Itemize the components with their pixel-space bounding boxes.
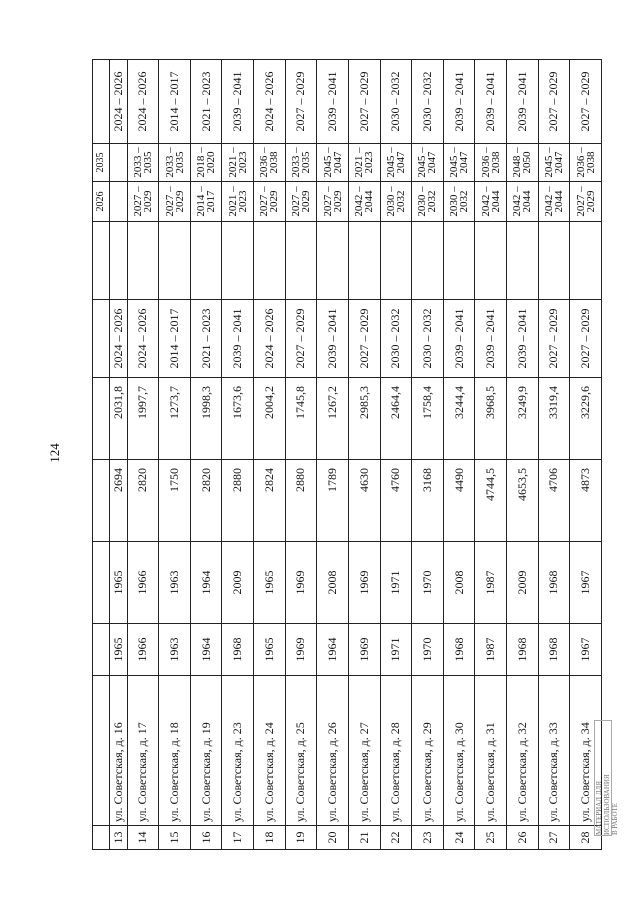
row-address: ул. Советская, д. 29 bbox=[412, 676, 444, 826]
range-start: 2045 – bbox=[542, 147, 555, 178]
row-year-repair: 2008 bbox=[317, 542, 349, 624]
range-start: 2033 – bbox=[163, 147, 176, 178]
table-row bbox=[285, 60, 317, 850]
row-value: 1998,3 bbox=[190, 378, 222, 460]
range-end: 2032 bbox=[394, 190, 407, 213]
row-period-2026 bbox=[443, 182, 475, 222]
row-value: 1745,8 bbox=[285, 378, 317, 460]
row-number: 25 bbox=[475, 826, 507, 850]
row-address: ул. Советская, д. 17 bbox=[127, 676, 159, 826]
row-value: 1758,4 bbox=[412, 378, 444, 460]
housing-table bbox=[92, 59, 602, 850]
row-period-2035 bbox=[254, 144, 286, 182]
row-period: 2014 – 2017 bbox=[159, 300, 191, 378]
row-number: 26 bbox=[506, 826, 538, 850]
range-start: 2027 – bbox=[163, 186, 176, 217]
row-final-period: 2030 – 2032 bbox=[380, 60, 412, 144]
range-end: 2029 bbox=[173, 190, 186, 213]
range-start: 2027 – bbox=[258, 186, 271, 217]
range-start: 2045 – bbox=[448, 147, 461, 178]
row-year-built: 1964 bbox=[190, 624, 222, 676]
row-address: ул. Советская, д. 24 bbox=[254, 676, 286, 826]
table-row bbox=[190, 60, 222, 850]
table-row bbox=[412, 60, 444, 850]
header-cell bbox=[93, 460, 110, 542]
row-year-repair: 1970 bbox=[412, 542, 444, 624]
range-end: 2044 bbox=[363, 190, 376, 213]
row-empty bbox=[348, 222, 380, 300]
row-value: 3319,4 bbox=[538, 378, 570, 460]
range-end: 2038 bbox=[489, 151, 502, 174]
row-area: 1750 bbox=[159, 460, 191, 542]
row-year-repair: 1965 bbox=[254, 542, 286, 624]
row-number: 20 bbox=[317, 826, 349, 850]
range-start: 2021 – bbox=[226, 186, 239, 217]
row-year-repair: 1963 bbox=[159, 542, 191, 624]
row-year-built: 1968 bbox=[538, 624, 570, 676]
row-period-2026 bbox=[570, 182, 602, 222]
range-end: 2038 bbox=[584, 151, 597, 174]
row-empty bbox=[222, 222, 254, 300]
row-empty bbox=[506, 222, 538, 300]
table-row bbox=[254, 60, 286, 850]
row-area: 2694 bbox=[109, 460, 127, 542]
row-address: ул. Советская, д. 31 bbox=[475, 676, 507, 826]
row-period-2035 bbox=[285, 144, 317, 182]
stamp-line: МАТЕРИАЛ ДЛЯ ИСПОЛЬЗОВАНИЯ bbox=[595, 774, 611, 835]
row-year-built: 1965 bbox=[254, 624, 286, 676]
row-year-built: 1966 bbox=[127, 624, 159, 676]
row-year-repair: 1965 bbox=[109, 542, 127, 624]
range-end: 2044 bbox=[521, 190, 534, 213]
row-year-built: 1971 bbox=[380, 624, 412, 676]
range-start: 2027 – bbox=[574, 186, 587, 217]
row-number: 21 bbox=[348, 826, 380, 850]
row-value: 1997,7 bbox=[127, 378, 159, 460]
range-end: 2047 bbox=[331, 151, 344, 174]
row-period-2035 bbox=[317, 144, 349, 182]
range-end: 2047 bbox=[458, 151, 471, 174]
table-row bbox=[109, 60, 127, 850]
row-period-2026 bbox=[127, 182, 159, 222]
row-value: 3244,4 bbox=[443, 378, 475, 460]
row-year-repair: 1987 bbox=[475, 542, 507, 624]
header-cell bbox=[93, 624, 110, 676]
header-cell bbox=[93, 542, 110, 624]
row-period: 2027 – 2029 bbox=[285, 300, 317, 378]
row-period-2026 bbox=[538, 182, 570, 222]
row-value: 3249,9 bbox=[506, 378, 538, 460]
row-number: 17 bbox=[222, 826, 254, 850]
range-start: 2030 – bbox=[448, 186, 461, 217]
row-period-2035 bbox=[348, 144, 380, 182]
row-period-2035 bbox=[222, 144, 254, 182]
row-number: 16 bbox=[190, 826, 222, 850]
row-year-repair: 2008 bbox=[443, 542, 475, 624]
header-cell bbox=[93, 378, 110, 460]
header-cell bbox=[93, 676, 110, 826]
range-end: 2050 bbox=[521, 151, 534, 174]
range-start: 2018 – bbox=[195, 147, 208, 178]
row-number: 22 bbox=[380, 826, 412, 850]
table-row bbox=[222, 60, 254, 850]
row-address: ул. Советская, д. 26 bbox=[317, 676, 349, 826]
row-value: 2985,3 bbox=[348, 378, 380, 460]
row-year-repair: 1964 bbox=[190, 542, 222, 624]
row-final-period: 2030 – 2032 bbox=[412, 60, 444, 144]
row-period-2035 bbox=[570, 144, 602, 182]
row-area: 1789 bbox=[317, 460, 349, 542]
range-end: 2023 bbox=[236, 190, 249, 213]
row-period: 2021 – 2023 bbox=[190, 300, 222, 378]
row-period-2026 bbox=[254, 182, 286, 222]
range-start: 2033 – bbox=[289, 147, 302, 178]
row-number: 18 bbox=[254, 826, 286, 850]
range-start: 2042 – bbox=[353, 186, 366, 217]
range-end: 2047 bbox=[394, 151, 407, 174]
row-empty bbox=[109, 222, 127, 300]
range-end: 2029 bbox=[584, 190, 597, 213]
row-year-repair: 2009 bbox=[222, 542, 254, 624]
range-end: 2017 bbox=[205, 190, 218, 213]
row-area: 2880 bbox=[222, 460, 254, 542]
range-end: 2035 bbox=[173, 151, 186, 174]
row-final-period: 2027 – 2029 bbox=[285, 60, 317, 144]
row-empty bbox=[570, 222, 602, 300]
row-final-period: 2039 – 2041 bbox=[506, 60, 538, 144]
row-value: 1267,2 bbox=[317, 378, 349, 460]
range-start: 2045 – bbox=[321, 147, 334, 178]
row-period-2035 bbox=[443, 144, 475, 182]
row-final-period: 2027 – 2029 bbox=[570, 60, 602, 144]
row-period: 2027 – 2029 bbox=[538, 300, 570, 378]
row-empty bbox=[475, 222, 507, 300]
range-start: 2027 – bbox=[321, 186, 334, 217]
row-address: ул. Советская, д. 32 bbox=[506, 676, 538, 826]
row-address: ул. Советская, д. 34 bbox=[570, 676, 602, 826]
row-period-2026 bbox=[475, 182, 507, 222]
row-area: 4760 bbox=[380, 460, 412, 542]
header-cell bbox=[93, 60, 110, 144]
range-end: 2038 bbox=[268, 151, 281, 174]
table-row bbox=[475, 60, 507, 850]
row-area: 2880 bbox=[285, 460, 317, 542]
row-year-built: 1964 bbox=[317, 624, 349, 676]
row-period-2026 bbox=[348, 182, 380, 222]
row-area: 2824 bbox=[254, 460, 286, 542]
row-year-built: 1970 bbox=[412, 624, 444, 676]
table-row bbox=[538, 60, 570, 850]
row-period: 2024 – 2026 bbox=[109, 300, 127, 378]
row-period-2026 bbox=[285, 182, 317, 222]
row-period-2026 bbox=[506, 182, 538, 222]
range-start: 2042 – bbox=[511, 186, 524, 217]
table-row bbox=[506, 60, 538, 850]
row-period-2035 bbox=[412, 144, 444, 182]
range-end: 2023 bbox=[236, 151, 249, 174]
row-year-built: 1987 bbox=[475, 624, 507, 676]
row-number: 27 bbox=[538, 826, 570, 850]
range-end: 2044 bbox=[489, 190, 502, 213]
row-area: 4653,5 bbox=[506, 460, 538, 542]
row-final-period: 2024 – 2026 bbox=[254, 60, 286, 144]
row-number: 13 bbox=[109, 826, 127, 850]
row-period-2035 bbox=[475, 144, 507, 182]
range-end: 2032 bbox=[458, 190, 471, 213]
range-start: 2036 – bbox=[258, 147, 271, 178]
row-period-2026 bbox=[222, 182, 254, 222]
row-address: ул. Советская, д. 27 bbox=[348, 676, 380, 826]
row-empty bbox=[285, 222, 317, 300]
row-area: 4706 bbox=[538, 460, 570, 542]
range-end: 2035 bbox=[141, 151, 154, 174]
range-start: 2030 – bbox=[416, 186, 429, 217]
range-end: 2044 bbox=[552, 190, 565, 213]
range-start: 2021 – bbox=[226, 147, 239, 178]
row-period: 2039 – 2041 bbox=[443, 300, 475, 378]
range-start: 2045 – bbox=[384, 147, 397, 178]
range-start: 2042 – bbox=[542, 186, 555, 217]
range-start: 2030 – bbox=[384, 186, 397, 217]
row-period: 2030 – 2032 bbox=[380, 300, 412, 378]
range-end: 2029 bbox=[268, 190, 281, 213]
row-period: 2027 – 2029 bbox=[348, 300, 380, 378]
row-area: 4490 bbox=[443, 460, 475, 542]
range-end: 2023 bbox=[363, 151, 376, 174]
row-period-2035 bbox=[506, 144, 538, 182]
range-end: 2020 bbox=[205, 151, 218, 174]
page-number: 124 bbox=[47, 443, 62, 463]
range-end: 2035 bbox=[299, 151, 312, 174]
range-end: 2029 bbox=[299, 190, 312, 213]
row-year-repair: 1967 bbox=[570, 542, 602, 624]
row-empty bbox=[254, 222, 286, 300]
row-period-2026 bbox=[380, 182, 412, 222]
row-year-built: 1967 bbox=[570, 624, 602, 676]
range-start: 2045 – bbox=[416, 147, 429, 178]
row-empty bbox=[380, 222, 412, 300]
row-period-2026 bbox=[317, 182, 349, 222]
row-period: 2039 – 2041 bbox=[222, 300, 254, 378]
row-period: 2039 – 2041 bbox=[317, 300, 349, 378]
row-final-period: 2039 – 2041 bbox=[317, 60, 349, 144]
row-period-2035 bbox=[159, 144, 191, 182]
range-start: 2036 – bbox=[479, 147, 492, 178]
row-area: 4630 bbox=[348, 460, 380, 542]
row-address: ул. Советская, д. 16 bbox=[109, 676, 127, 826]
row-year-repair: 1966 bbox=[127, 542, 159, 624]
stamp-line: В РАБОТЕ bbox=[611, 802, 619, 835]
range-end: 2029 bbox=[141, 190, 154, 213]
table-row bbox=[317, 60, 349, 850]
row-year-built: 1969 bbox=[348, 624, 380, 676]
row-final-period: 2024 – 2026 bbox=[127, 60, 159, 144]
row-period-2035 bbox=[380, 144, 412, 182]
row-area: 4873 bbox=[570, 460, 602, 542]
row-address: ул. Советская, д. 25 bbox=[285, 676, 317, 826]
row-year-repair: 1968 bbox=[538, 542, 570, 624]
row-period-2035 bbox=[127, 144, 159, 182]
row-period: 2024 – 2026 bbox=[254, 300, 286, 378]
row-year-built: 1968 bbox=[506, 624, 538, 676]
row-period-2026 bbox=[159, 182, 191, 222]
row-period: 2039 – 2041 bbox=[506, 300, 538, 378]
row-empty bbox=[190, 222, 222, 300]
table-row bbox=[159, 60, 191, 850]
table-row bbox=[348, 60, 380, 850]
table-row bbox=[443, 60, 475, 850]
range-start: 2021 – bbox=[353, 147, 366, 178]
row-year-repair: 1969 bbox=[285, 542, 317, 624]
row-number: 24 bbox=[443, 826, 475, 850]
range-end: 2029 bbox=[331, 190, 344, 213]
row-period-2026 bbox=[412, 182, 444, 222]
row-final-period: 2027 – 2029 bbox=[348, 60, 380, 144]
row-final-period: 2039 – 2041 bbox=[475, 60, 507, 144]
row-final-period: 2024 – 2026 bbox=[109, 60, 127, 144]
header-cell-2026: 2026 bbox=[93, 182, 110, 222]
range-start: 2033 – bbox=[131, 147, 144, 178]
document-stamp bbox=[594, 720, 619, 836]
range-end: 2032 bbox=[426, 190, 439, 213]
row-value: 1273,7 bbox=[159, 378, 191, 460]
row-address: ул. Советская, д. 28 bbox=[380, 676, 412, 826]
row-year-built: 1968 bbox=[222, 624, 254, 676]
header-cell bbox=[93, 300, 110, 378]
header-cell bbox=[93, 222, 110, 300]
row-address: ул. Советская, д. 18 bbox=[159, 676, 191, 826]
row-year-repair: 2009 bbox=[506, 542, 538, 624]
row-year-built: 1963 bbox=[159, 624, 191, 676]
row-year-built: 1965 bbox=[109, 624, 127, 676]
header-cell-2035: 2035 bbox=[93, 144, 110, 182]
range-start: 2014 – bbox=[195, 186, 208, 217]
row-period: 2027 – 2029 bbox=[570, 300, 602, 378]
row-area: 2820 bbox=[190, 460, 222, 542]
row-number: 19 bbox=[285, 826, 317, 850]
row-year-built: 1968 bbox=[443, 624, 475, 676]
row-period-2035 bbox=[190, 144, 222, 182]
range-start: 2036 – bbox=[574, 147, 587, 178]
row-number: 15 bbox=[159, 826, 191, 850]
row-value: 1673,6 bbox=[222, 378, 254, 460]
row-address: ул. Советская, д. 30 bbox=[443, 676, 475, 826]
row-empty bbox=[538, 222, 570, 300]
row-area: 3168 bbox=[412, 460, 444, 542]
range-end: 2047 bbox=[426, 151, 439, 174]
row-address: ул. Советская, д. 33 bbox=[538, 676, 570, 826]
row-empty bbox=[443, 222, 475, 300]
range-end: 2047 bbox=[552, 151, 565, 174]
row-value: 3229,6 bbox=[570, 378, 602, 460]
row-final-period: 2039 – 2041 bbox=[443, 60, 475, 144]
row-period: 2024 – 2026 bbox=[127, 300, 159, 378]
row-number: 23 bbox=[412, 826, 444, 850]
row-empty bbox=[127, 222, 159, 300]
row-area: 4744,5 bbox=[475, 460, 507, 542]
row-value: 2031,8 bbox=[109, 378, 127, 460]
range-start: 2048 – bbox=[511, 147, 524, 178]
row-empty bbox=[412, 222, 444, 300]
row-period: 2030 – 2032 bbox=[412, 300, 444, 378]
row-number: 14 bbox=[127, 826, 159, 850]
row-final-period: 2014 – 2017 bbox=[159, 60, 191, 144]
row-final-period: 2039 – 2041 bbox=[222, 60, 254, 144]
row-number: 28 bbox=[570, 826, 602, 850]
range-start: 2027 – bbox=[289, 186, 302, 217]
row-empty bbox=[317, 222, 349, 300]
row-period-2035 bbox=[538, 144, 570, 182]
row-period-2026 bbox=[190, 182, 222, 222]
table-row bbox=[380, 60, 412, 850]
row-period-2035 bbox=[109, 144, 127, 182]
row-final-period: 2027 – 2029 bbox=[538, 60, 570, 144]
row-period-2026 bbox=[109, 182, 127, 222]
row-address: ул. Советская, д. 23 bbox=[222, 676, 254, 826]
header-cell bbox=[93, 826, 110, 850]
rotated-table-wrapper bbox=[92, 60, 602, 850]
row-area: 2820 bbox=[127, 460, 159, 542]
row-year-repair: 1969 bbox=[348, 542, 380, 624]
row-year-built: 1969 bbox=[285, 624, 317, 676]
range-start: 2042 – bbox=[479, 186, 492, 217]
row-address: ул. Советская, д. 19 bbox=[190, 676, 222, 826]
row-value: 2464,4 bbox=[380, 378, 412, 460]
range-start: 2027 – bbox=[131, 186, 144, 217]
row-empty bbox=[159, 222, 191, 300]
table-row bbox=[127, 60, 159, 850]
row-year-repair: 1971 bbox=[380, 542, 412, 624]
row-value: 2004,2 bbox=[254, 378, 286, 460]
row-value: 3968,5 bbox=[475, 378, 507, 460]
row-period: 2039 – 2041 bbox=[475, 300, 507, 378]
row-final-period: 2021 – 2023 bbox=[190, 60, 222, 144]
table-header-row bbox=[93, 60, 110, 850]
